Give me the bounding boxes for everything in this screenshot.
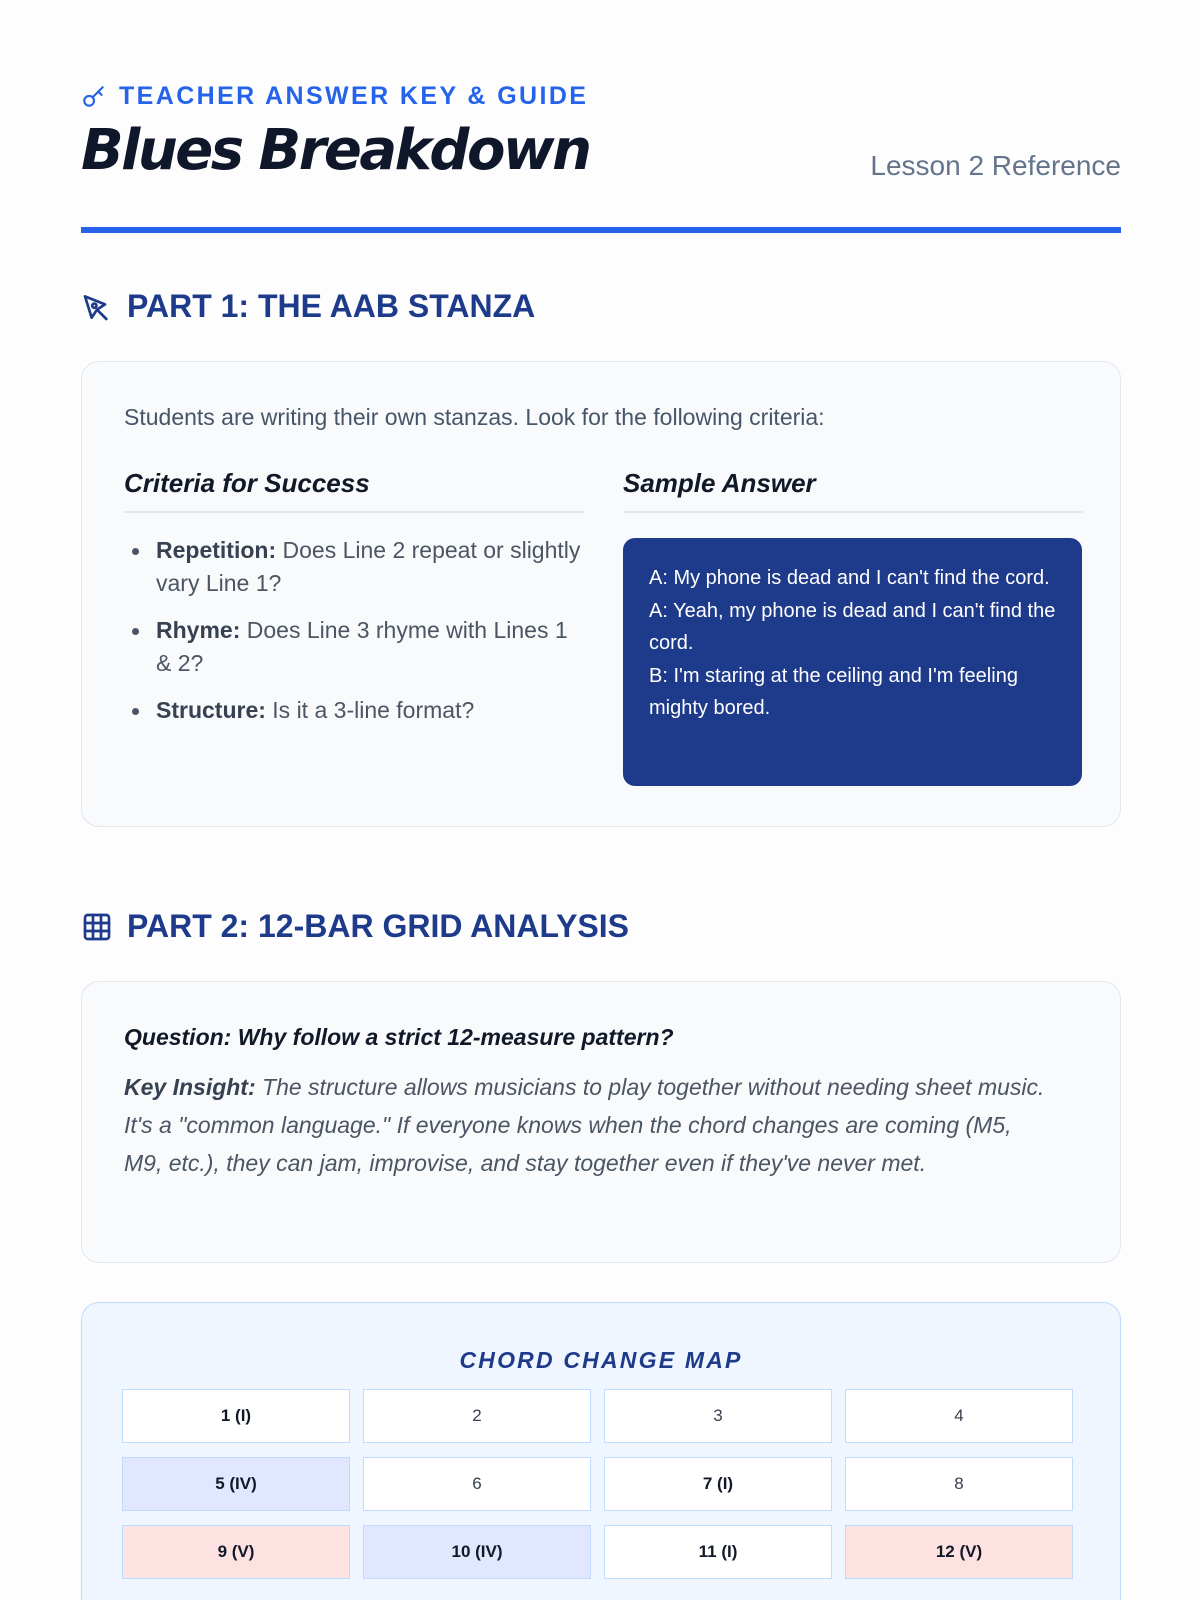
criteria-term: Structure: bbox=[156, 697, 266, 723]
map-title: CHORD CHANGE MAP bbox=[459, 1347, 743, 1373]
criteria-title: Criteria for Success bbox=[124, 468, 584, 513]
insight-label: Key Insight: bbox=[124, 1074, 256, 1100]
eyebrow-label: TEACHER ANSWER KEY & GUIDE bbox=[119, 82, 589, 110]
bar-cell: 2 bbox=[363, 1389, 591, 1443]
part1-card bbox=[81, 361, 1121, 827]
bar-cell: 12 (V) bbox=[845, 1525, 1073, 1579]
bar-cell: 9 (V) bbox=[122, 1525, 350, 1579]
bar-cell: 4 bbox=[845, 1389, 1073, 1443]
bar-cell: 8 bbox=[845, 1457, 1073, 1511]
part2-heading-label: PART 2: 12-BAR GRID ANALYSIS bbox=[127, 908, 629, 944]
criteria-term: Rhyme: bbox=[156, 617, 241, 643]
list-item bbox=[124, 534, 584, 600]
sample-line: A: Yeah, my phone is dead and I can't find the cord. bbox=[649, 599, 1056, 655]
page-title: Blues Breakdown bbox=[81, 118, 590, 183]
bar-cell: 11 (I) bbox=[604, 1525, 832, 1579]
bar-cell: 3 bbox=[604, 1389, 832, 1443]
sample-line: B: I'm staring at the ceiling and I'm feeling mighty bored. bbox=[649, 664, 1018, 720]
criteria-text: Does Line 3 rhyme with Lines 1 & 2? bbox=[156, 617, 568, 676]
bar-cell: 6 bbox=[363, 1457, 591, 1511]
criteria-text: Is it a 3-line format? bbox=[265, 697, 475, 723]
part2-heading bbox=[81, 908, 629, 945]
part1-intro: Students are writing their own stanzas. Look for the following criteria: bbox=[124, 404, 825, 430]
key-insight bbox=[124, 1068, 1054, 1182]
part1-heading bbox=[81, 288, 535, 325]
question: Question: Why follow a strict 12-measure pattern? bbox=[124, 1024, 674, 1050]
chord-change-map bbox=[81, 1302, 1121, 1600]
criteria-text: Does Line 2 repeat or slightly vary Line 1? bbox=[156, 537, 581, 596]
part1-heading-label: PART 1: THE AAB STANZA bbox=[127, 288, 536, 324]
bar-cell: 10 (IV) bbox=[363, 1525, 591, 1579]
criteria-term: Repetition: bbox=[156, 537, 277, 563]
header-divider bbox=[81, 227, 1121, 233]
pen-tool-icon bbox=[81, 291, 113, 323]
bar-cell: 7 (I) bbox=[604, 1457, 832, 1511]
page-subtitle: Lesson 2 Reference bbox=[870, 150, 1121, 181]
grid-icon bbox=[81, 911, 113, 943]
sample-answer-box bbox=[623, 538, 1082, 786]
key-icon bbox=[81, 84, 107, 110]
sample-title: Sample Answer bbox=[623, 468, 1083, 513]
sample-line: A: My phone is dead and I can't find the cord. bbox=[649, 567, 1050, 589]
bar-cell: 5 (IV) bbox=[122, 1457, 350, 1511]
list-item bbox=[124, 694, 584, 727]
bar-grid bbox=[122, 1389, 1073, 1579]
eyebrow bbox=[81, 82, 588, 111]
bar-cell: 1 (I) bbox=[122, 1389, 350, 1443]
part2-card bbox=[81, 981, 1121, 1263]
list-item bbox=[124, 614, 584, 680]
insight-text: The structure allows musicians to play together without needing sheet music. It's a "common language." If everyone knows when the chord changes are coming (M5, M9, etc.), they can jam, improvise, and stay together even if they've never met. bbox=[124, 1074, 1045, 1176]
criteria-list bbox=[124, 534, 584, 741]
